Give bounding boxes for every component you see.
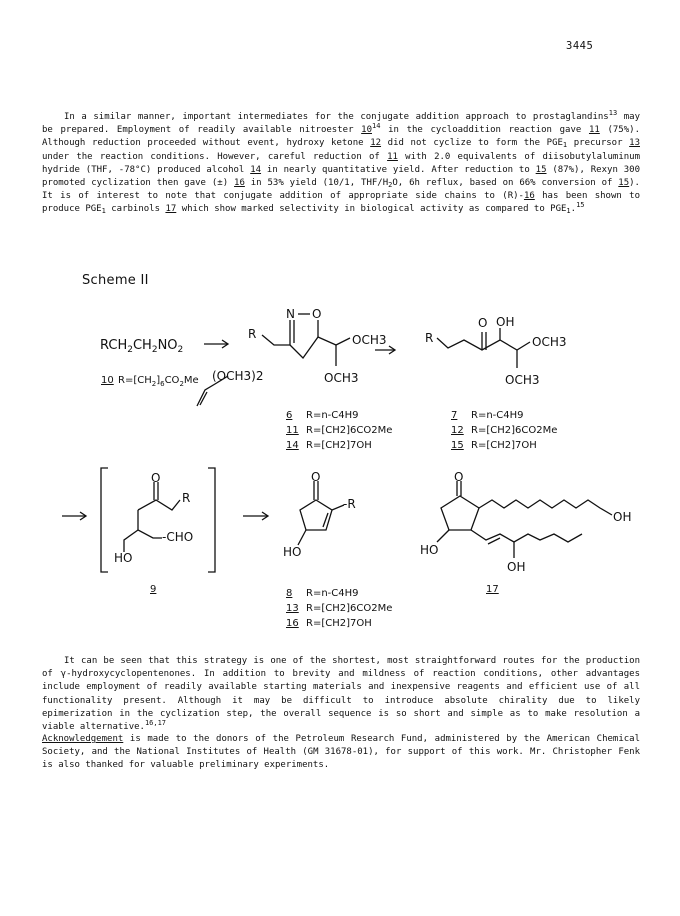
label-10: 10 [101,375,114,386]
text-run: O, 6h reflux, based on 66% conversion of [392,178,619,189]
keto-chain [437,338,530,350]
left-bracket [101,468,108,572]
subscript: 1 [566,207,571,216]
right-bracket [208,468,215,572]
substituent-label: R=[CH2]7OH [306,440,372,451]
chain-bond [318,337,336,345]
trans-double-bond [488,538,500,544]
chain-bond [138,510,162,538]
r-bond [332,505,344,510]
omega-chain [471,530,582,542]
compound-number: 11 [286,425,299,436]
paragraph-1 [42,111,640,217]
compound-ref: 17 [165,204,177,215]
text-run: . [570,204,577,215]
compound-number: 8 [286,588,293,599]
compound-ref: 16 [523,191,535,202]
text-run: It can be seen that this strategy is one of the shortest, most straightforward routes for the production of γ-hydroxycyclopentenones. In addition to brevity and mildness of reaction conditions, other advantages include employment of readily available starting materials and inexpensive reagents and efficient use of all functionality present. Although it may be difficult to introduce absolute chirality due to likely epimerization in the cyclization step, the overall sequence is so short and simple as to make resolution a viable alternative. [42,656,640,733]
substituent-label: R=[CH2]7OH [471,440,537,451]
compound-number: 16 [286,618,299,629]
substituent-label: R=n-C4H9 [306,588,359,599]
alpha-chain [479,500,612,515]
label-17: 17 [486,584,499,595]
atom-oh: OH [507,560,526,574]
arrow-head [389,346,395,354]
subscript: 1 [562,141,568,150]
reagent-label: (OCH3)2 [212,369,264,383]
text-run: in the cycloaddition reaction gave [380,125,589,136]
text-run: precursor [567,138,630,149]
reagent-chain [197,376,228,406]
atom-och3: OCH3 [532,335,567,349]
compound-ref: 10 [361,125,372,136]
acknowledgement-heading: Acknowledgement [42,734,124,744]
text-run: may be prepared. Employment of readily available nitroester [42,112,640,136]
text-run: did not cyclize to form the PGE [381,138,563,149]
oh-bond [437,530,449,542]
subscript: 1 [101,207,106,216]
compound-ref: 15 [535,164,547,175]
atom-ho: HO [114,551,133,565]
atom-r: R [248,327,257,341]
substituent-label: R=[CH2]6CO2Me [306,425,393,436]
substituent-label: R=[CH2]7OH [306,618,372,629]
compound-ref: 14 [250,164,262,175]
ring-double-bond [323,513,328,527]
scheme-title: Scheme II [82,273,149,288]
compound-number: 15 [451,440,464,451]
substituent-label: R=[CH2]6CO2Me [306,603,393,614]
arrow-head [80,512,86,520]
compound-ref: 11 [387,151,398,162]
oh-bond [298,530,306,545]
arrow-head [262,512,268,520]
text-run: (87%), Rexyn 300 promoted cyclization then gave (±) [42,164,640,189]
text-run: in nearly quantitative yield. After reduction to [261,164,536,175]
citation-ref: 15 [576,201,585,210]
atom-o: O [311,470,321,484]
text-run: ). It is of interest to note that conjugate addition of appropriate side chains to (R)- [42,178,640,202]
atom-o: O [312,307,322,321]
text-run: is made to the donors of the Petroleum Research Fund, administered by the American Chemical Society, and the National Institutes of Health (GM 31678-01), for support of this work. Mr. Christopher Fenk is also thanked for valuable preliminary experiments. [42,734,640,771]
text-run: (75%). Although reduction proceeded without event, hydroxy ketone [42,125,640,149]
text-run: In a similar manner, important intermediates for the conjugate addition approach to prostaglandins [64,112,609,122]
atom-n: N [286,307,295,321]
text-run: has been shown to produce PGE [42,191,640,215]
citation-ref: 14 [372,122,381,131]
text-run: in 53% yield (10/1, THF/H [244,178,389,189]
atom-oh: OH [613,510,632,524]
compound-number: 14 [286,440,299,451]
atom-r: R [182,491,191,505]
chain-bond [336,338,350,345]
label-10-r: $R=[CH_2]_6CO_2Me$ [118,375,199,388]
atom-o: O [478,316,488,330]
compound-lists [286,410,557,629]
page-number: 3445 [566,40,594,52]
compound-number: 7 [451,410,458,421]
subscript: 2 [388,181,393,190]
r-chain [262,335,290,345]
compound-number: 13 [286,603,299,614]
atom-labels [100,307,631,574]
compound-ref: 13 [629,138,640,149]
compound-number: 12 [451,425,464,436]
atom-och3: OCH3 [352,333,387,347]
ring [300,500,332,530]
substituent-label: R=n-C4H9 [471,410,524,421]
compound-ref: 11 [588,125,600,136]
arrow-head [222,340,228,348]
atom-o: O [151,471,161,485]
double-bond [200,392,207,405]
ring-bond [290,337,318,358]
chain-bond [138,500,180,510]
compound-ref: 12 [370,138,382,149]
ring [441,496,479,530]
acknowledgement [42,733,640,773]
substituent-label: R=[CH2]6CO2Me [471,425,558,436]
citation-ref: 16,17 [144,719,167,728]
atom-ho: HO [283,545,302,559]
atom-oh: OH [496,315,515,329]
substituent-label: R=n-C4H9 [306,410,359,421]
compound-labels [101,375,499,595]
atom-r: -R [343,497,356,511]
chain-bond [124,530,138,552]
atom-o: O [454,470,464,484]
atom-cho: -CHO [162,530,194,544]
compound-ref: 15 [618,178,630,189]
compound-number: 6 [286,410,293,421]
label-9: 9 [150,584,157,595]
text-run: carbinols [105,204,166,215]
atom-r: R [425,331,434,345]
citation-ref: 13 [608,109,618,117]
atom-och3: OCH3 [324,371,359,385]
scheme-bonds [62,314,612,572]
start-formula: $RCH_2CH_2NO_2$ [100,338,184,355]
atom-ho: HO [420,543,439,557]
text-run: with 2.0 equivalents of diisobutylaluminum hydride (THF, -78°C) produced alcohol [42,151,641,175]
atom-och3: OCH3 [505,373,540,387]
text-run: which show marked selectivity in biological activity as compared to PGE [176,204,567,215]
compound-ref: 16 [234,178,245,189]
paragraph-2 [42,655,640,734]
text-run: under the reaction conditions. However, careful reduction of [42,151,388,162]
